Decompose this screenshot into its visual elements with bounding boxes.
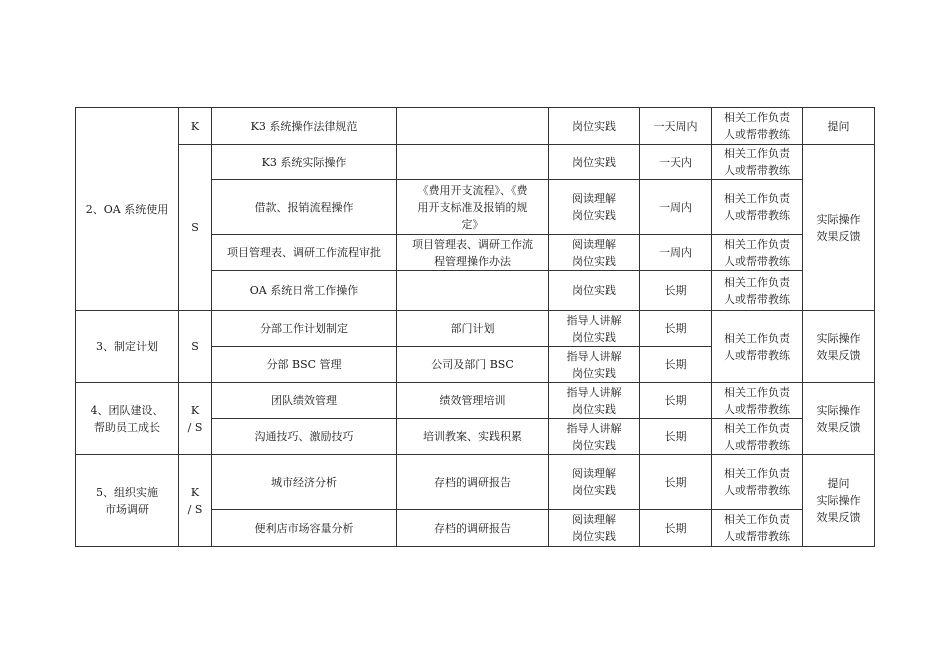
type-cell: S [179, 311, 212, 383]
table-row [76, 455, 875, 510]
module-cell: 2、OA 系统使用 [76, 108, 179, 311]
item-cell: 借款、报销流程操作 [212, 180, 397, 235]
time-cell: 长期 [640, 419, 712, 455]
owner-cell: 相关工作负责 人或帮带教练 [712, 180, 803, 235]
material-cell [397, 108, 549, 145]
time-cell: 一天周内 [640, 108, 712, 145]
owner-cell: 相关工作负责 人或帮带教练 [712, 108, 803, 145]
eval-cell: 提问 [803, 108, 875, 145]
owner-cell: 相关工作负责 人或帮带教练 [712, 311, 803, 383]
item-cell: 便利店市场容量分析 [212, 510, 397, 547]
material-cell: 存档的调研报告 [397, 510, 549, 547]
method-cell: 岗位实践 [549, 108, 640, 145]
time-cell: 长期 [640, 455, 712, 510]
time-cell: 长期 [640, 271, 712, 311]
type-cell: S [179, 145, 212, 311]
table-row [76, 311, 875, 347]
item-cell: K3 系统实际操作 [212, 145, 397, 180]
type-cell: K [179, 108, 212, 145]
module-cell: 3、制定计划 [76, 311, 179, 383]
method-cell: 阅读理解 岗位实践 [549, 180, 640, 235]
material-cell: 培训教案、实践积累 [397, 419, 549, 455]
table-row [76, 108, 875, 145]
eval-cell: 实际操作 效果反馈 [803, 383, 875, 455]
item-cell: 分部工作计划制定 [212, 311, 397, 347]
material-cell [397, 271, 549, 311]
eval-cell: 提问 实际操作 效果反馈 [803, 455, 875, 547]
type-cell: K / S [179, 383, 212, 455]
method-cell: 岗位实践 [549, 145, 640, 180]
type-cell: K / S [179, 455, 212, 547]
time-cell: 一周内 [640, 235, 712, 271]
method-cell: 岗位实践 [549, 271, 640, 311]
eval-cell: 实际操作 效果反馈 [803, 311, 875, 383]
owner-cell: 相关工作负责 人或帮带教练 [712, 510, 803, 547]
owner-cell: 相关工作负责 人或帮带教练 [712, 383, 803, 419]
material-cell: 公司及部门 BSC [397, 347, 549, 383]
item-cell: 沟通技巧、激励技巧 [212, 419, 397, 455]
owner-cell: 相关工作负责 人或帮带教练 [712, 145, 803, 180]
item-cell: 城市经济分析 [212, 455, 397, 510]
item-cell: 团队绩效管理 [212, 383, 397, 419]
material-cell: 部门计划 [397, 311, 549, 347]
item-cell: OA 系统日常工作操作 [212, 271, 397, 311]
material-cell: 存档的调研报告 [397, 455, 549, 510]
method-cell: 指导人讲解 岗位实践 [549, 311, 640, 347]
training-plan-table [75, 107, 875, 547]
owner-cell: 相关工作负责 人或帮带教练 [712, 235, 803, 271]
time-cell: 一天内 [640, 145, 712, 180]
module-cell: 4、团队建设、 帮助员工成长 [76, 383, 179, 455]
method-cell: 指导人讲解 岗位实践 [549, 419, 640, 455]
method-cell: 指导人讲解 岗位实践 [549, 347, 640, 383]
material-cell: 《费用开支流程》、《费 用开支标准及报销的规 定》 [397, 180, 549, 235]
owner-cell: 相关工作负责 人或帮带教练 [712, 271, 803, 311]
table-row [76, 383, 875, 419]
item-cell: 分部 BSC 管理 [212, 347, 397, 383]
item-cell: 项目管理表、调研工作流程审批 [212, 235, 397, 271]
eval-cell: 实际操作 效果反馈 [803, 145, 875, 311]
time-cell: 长期 [640, 510, 712, 547]
method-cell: 阅读理解 岗位实践 [549, 455, 640, 510]
owner-cell: 相关工作负责 人或帮带教练 [712, 419, 803, 455]
owner-cell: 相关工作负责 人或帮带教练 [712, 455, 803, 510]
material-cell: 项目管理表、调研工作流 程管理操作办法 [397, 235, 549, 271]
method-cell: 阅读理解 岗位实践 [549, 510, 640, 547]
method-cell: 阅读理解 岗位实践 [549, 235, 640, 271]
item-cell: K3 系统操作法律规范 [212, 108, 397, 145]
time-cell: 长期 [640, 311, 712, 347]
material-cell [397, 145, 549, 180]
material-cell: 绩效管理培训 [397, 383, 549, 419]
time-cell: 长期 [640, 383, 712, 419]
method-cell: 指导人讲解 岗位实践 [549, 383, 640, 419]
table-row [76, 145, 875, 180]
module-cell: 5、组织实施 市场调研 [76, 455, 179, 547]
time-cell: 长期 [640, 347, 712, 383]
time-cell: 一周内 [640, 180, 712, 235]
